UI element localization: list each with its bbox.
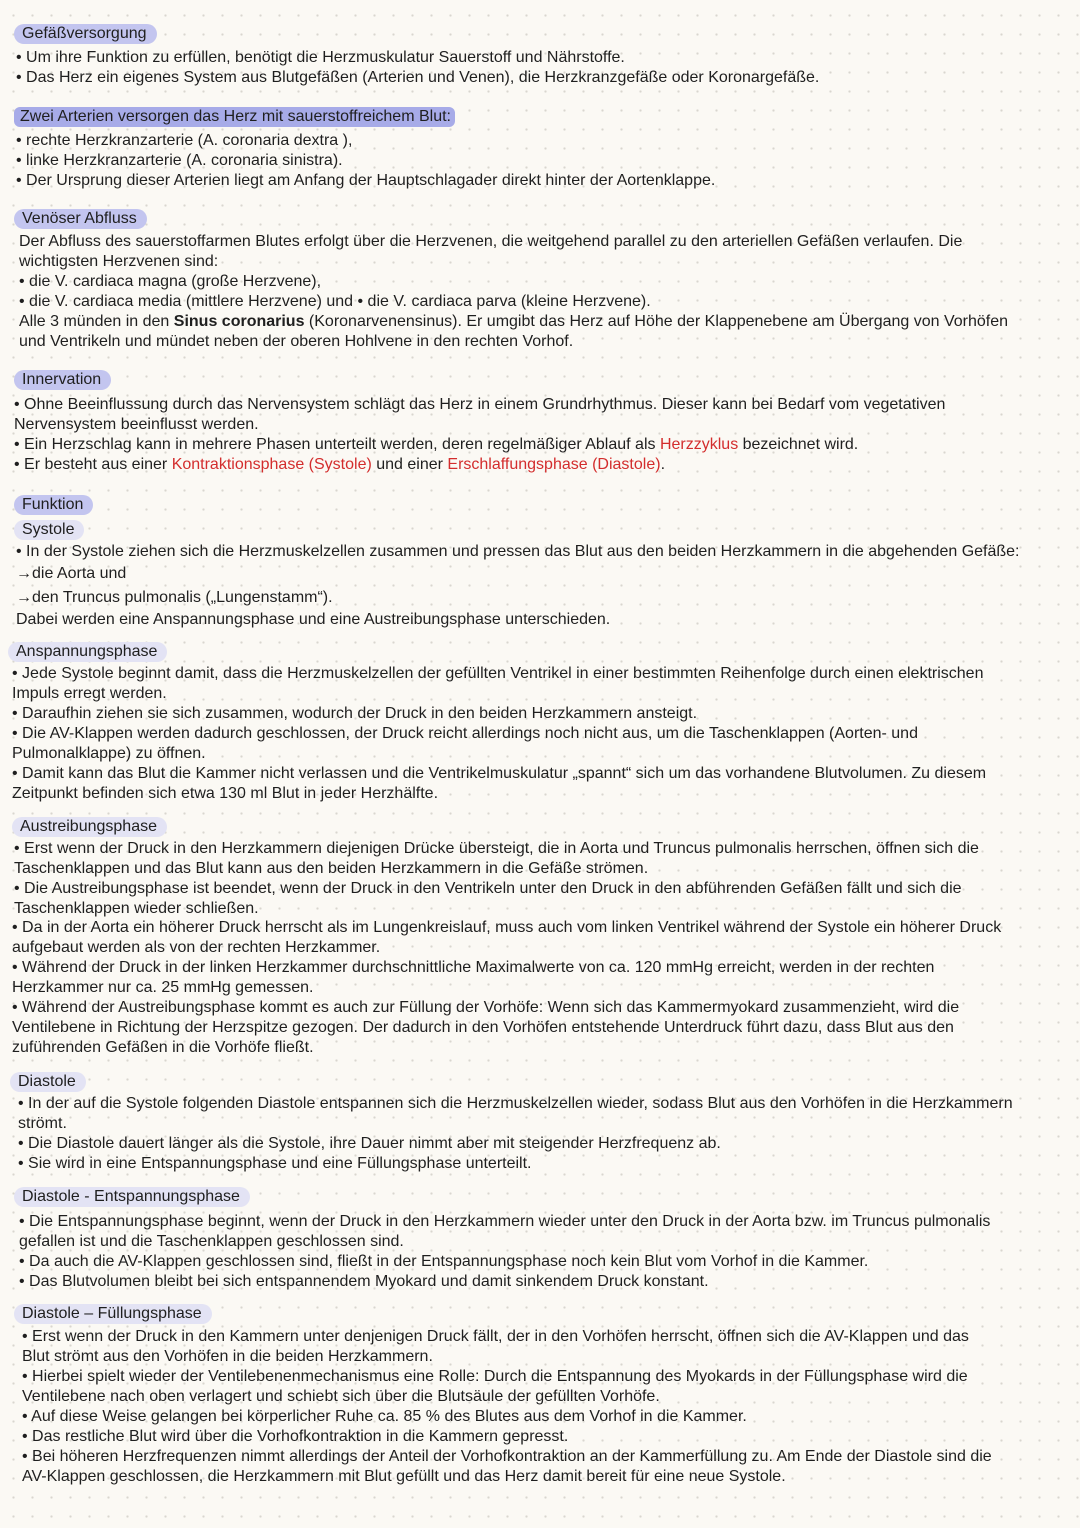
text-line: Der Abfluss des sauerstoffarmen Blutes erfolgt über die Herzvenen, die weitgehend parallel zu den arteriellen Gefäßen verlaufen. Die — [19, 233, 963, 250]
heading-systole: Systole — [14, 520, 84, 540]
term-herzzyklus: Herzzyklus — [659, 436, 739, 453]
text-line: Dabei werden eine Anspannungsphase und eine Austreibungsphase unterschieden. — [16, 611, 611, 628]
text-line: • Erst wenn der Druck in den Kammern unter denjenigen Druck fällt, der in den Vorhöfen herrscht, öffnen sich die AV-Klappen und das — [22, 1328, 969, 1345]
text-line: • Die Austreibungsphase ist beendet, wenn der Druck in den Ventrikeln unter den Druck in den abführenden Gefäßen fällt und sich die — [14, 880, 962, 897]
heading-arterien: Zwei Arterien versorgen das Herz mit sauerstoffreichem Blut: — [14, 107, 455, 127]
text-line: • In der Systole ziehen sich die Herzmuskelzellen zusammen und pressen das Blut aus den beiden Herzkammern in die abgehenden Gefäße: — [16, 543, 1020, 560]
text-line: gefallen ist und die Taschenklappen geschlossen sind. — [19, 1233, 404, 1250]
text-line: Herzkammer nur ca. 25 mmHg gemessen. — [12, 979, 314, 996]
text-line: • rechte Herzkranzarterie (A. coronaria dextra ), — [16, 132, 353, 149]
text-line: Alle 3 münden in den Sinus coronarius (Koronarvenensinus). Er umgibt das Herz auf Höhe der Klappenebene am Übergang von Vorhöfen — [19, 313, 1009, 330]
heading-fuellungsphase: Diastole – Füllungsphase — [14, 1304, 212, 1324]
term-kontraktionsphase: Kontraktionsphase (Systole) — [171, 456, 372, 473]
text-line: →die Aorta und — [16, 565, 127, 582]
text-line: Nervensystem beeinflusst werden. — [14, 416, 259, 433]
text-line: Zeitpunkt befinden sich etwa 130 ml Blut in jeder Herzhälfte. — [12, 785, 439, 802]
text-line: • Während der Austreibungsphase kommt es auch zur Füllung der Vorhöfe: Wenn sich das Kammermyokard zusammenzieht, wird die — [12, 999, 960, 1016]
text-line: • In der auf die Systole folgenden Diastole entspannen sich die Herzmuskelzellen wieder, sodass Blut aus den Vorhöfen in die Herzkammern — [18, 1095, 1013, 1112]
text-line: Ventilebene nach oben verlagert und schiebt sich über die Blutsäule der gefüllten Vorhöfe. — [22, 1388, 660, 1405]
text-line: • Jede Systole beginnt damit, dass die Herzmuskelzellen der gefüllten Ventrikel in einer bestimmten Reihenfolge durch einen elektrischen — [12, 665, 984, 682]
text-line: • Die Diastole dauert länger als die Systole, ihre Dauer nimmt aber mit steigender Herzfrequenz ab. — [18, 1135, 721, 1152]
heading-gefaessversorgung: Gefäßversorgung — [14, 24, 157, 44]
heading-funktion: Funktion — [14, 495, 93, 515]
text-line: • Die Entspannungsphase beginnt, wenn der Druck in den Herzkammern wieder unter den Druck in der Aorta bzw. im Truncus pulmonalis — [19, 1213, 991, 1230]
text-line: • Sie wird in eine Entspannungsphase und eine Füllungsphase unterteilt. — [18, 1155, 532, 1172]
term-erschlaffungsphase: Erschlaffungsphase (Diastole) — [447, 456, 661, 473]
text-line: Taschenklappen und das Blut kann aus den beiden Herzkammern in die Gefäße strömen. — [14, 860, 649, 877]
text-line: zuführenden Gefäßen in die Vorhöfe fließt. — [12, 1039, 314, 1056]
heading-innervation: Innervation — [14, 370, 111, 390]
text-line: • Daraufhin ziehen sie sich zusammen, wodurch der Druck in den beiden Herzkammern ansteigt. — [12, 705, 698, 722]
text-line: Taschenklappen wieder schließen. — [14, 900, 259, 917]
text-line: • Ohne Beeinflussung durch das Nervensystem schlägt das Herz in einem Grundrhythmus. Dieser kann bei Bedarf vom vegetativen — [14, 396, 946, 413]
emphasis-sinus-coronarius: Sinus coronarius — [173, 313, 305, 330]
text-line: • linke Herzkranzarterie (A. coronaria sinistra). — [16, 152, 343, 169]
text-line: • Da auch die AV-Klappen geschlossen sind, fließt in der Entspannungsphase noch kein Blut vom Vorhof in die Kammer. — [19, 1253, 869, 1270]
heading-anspannungsphase: Anspannungsphase — [8, 642, 167, 662]
text-line: • Um ihre Funktion zu erfüllen, benötigt die Herzmuskulatur Sauerstoff und Nährstoffe. — [16, 49, 625, 66]
text-line: • Da in der Aorta ein höherer Druck herrscht als im Lungenkreislauf, muss auch vom linken Ventrikel während der Systole ein höherer Druck — [12, 919, 1002, 936]
text-line: • Während der Druck in der linken Herzkammer durchschnittliche Maximalwerte von ca. 120 mmHg erreicht, werden in der rechten — [12, 959, 935, 976]
text-line: aufgebaut werden als von der rechten Herzkammer. — [12, 939, 381, 956]
text-line: • Ein Herzschlag kann in mehrere Phasen unterteilt werden, deren regelmäßiger Ablauf als Herzzyklus bezeichnet wird. — [14, 436, 859, 453]
text-line: • Das restliche Blut wird über die Vorhofkontraktion in die Kammern gepresst. — [22, 1428, 569, 1445]
text-line: • die V. cardiaca media (mittlere Herzvene) und • die V. cardiaca parva (kleine Herzvene). — [19, 293, 651, 310]
text-line: • Er besteht aus einer Kontraktionsphase (Systole) und einer Erschlaffungsphase (Diastole). — [14, 456, 666, 473]
text-line: AV-Klappen geschlossen, die Herzkammern mit Blut gefüllt und das Herz damit bereit für eine neue Systole. — [22, 1468, 786, 1485]
text-line: Impuls erregt werden. — [12, 685, 167, 702]
text-line: Blut strömt aus den Vorhöfen in die beiden Herzkammern. — [22, 1348, 433, 1365]
text-line: • Damit kann das Blut die Kammer nicht verlassen und die Ventrikelmuskulatur „spannt“ sich um das vorhandene Blutvolumen. Zu diesem — [12, 765, 987, 782]
text-line: • Bei höheren Herzfrequenzen nimmt allerdings der Anteil der Vorhofkontraktion an der Kammerfüllung zu. Am Ende der Diastole sind die — [22, 1448, 992, 1465]
text-line: • Erst wenn der Druck in den Herzkammern diejenigen Drücke übersteigt, die in Aorta und Truncus pulmonalis herrschen, öffnen sich die — [14, 840, 979, 857]
text-line: • Der Ursprung dieser Arterien liegt am Anfang der Hauptschlagader direkt hinter der Aortenklappe. — [16, 172, 716, 189]
text-line: • Das Blutvolumen bleibt bei sich entspannendem Myokard und damit sinkendem Druck konstant. — [19, 1273, 709, 1290]
heading-entspannungsphase: Diastole - Entspannungsphase — [14, 1187, 250, 1207]
text-line: Pulmonalklappe) zu öffnen. — [12, 745, 206, 762]
text-line: und Ventrikeln und mündet neben der oberen Hohlvene in den rechten Vorhof. — [19, 333, 574, 350]
text-line: • die V. cardiaca magna (große Herzvene), — [19, 273, 322, 290]
heading-austreibungsphase: Austreibungsphase — [12, 817, 167, 837]
text-line: • Auf diese Weise gelangen bei körperlicher Ruhe ca. 85 % des Blutes aus dem Vorhof in die Kammer. — [22, 1408, 747, 1425]
text-line: • Das Herz ein eigenes System aus Blutgefäßen (Arterien und Venen), die Herzkranzgefäße oder Koronargefäße. — [16, 69, 820, 86]
text-line: wichtigsten Herzvenen sind: — [19, 253, 219, 270]
heading-diastole: Diastole — [10, 1072, 86, 1092]
text-line: • Hierbei spielt wieder der Ventilebenenmechanismus eine Rolle: Durch die Entspannung des Myokards in der Füllungsphase wird die — [22, 1368, 968, 1385]
text-line: →den Truncus pulmonalis („Lungenstamm“). — [16, 589, 333, 606]
text-line: Ventilebene in Richtung der Herzspitze gezogen. Der dadurch in den Vorhöfen entstehende Unterdruck führt dazu, dass Blut aus den — [12, 1019, 954, 1036]
heading-venoeser-abfluss: Venöser Abfluss — [14, 209, 147, 229]
text-line: • Die AV-Klappen werden dadurch geschlossen, der Druck reicht allerdings noch nicht aus, um die Taschenklappen (Aorten- und — [12, 725, 918, 742]
text-line: strömt. — [18, 1115, 67, 1132]
